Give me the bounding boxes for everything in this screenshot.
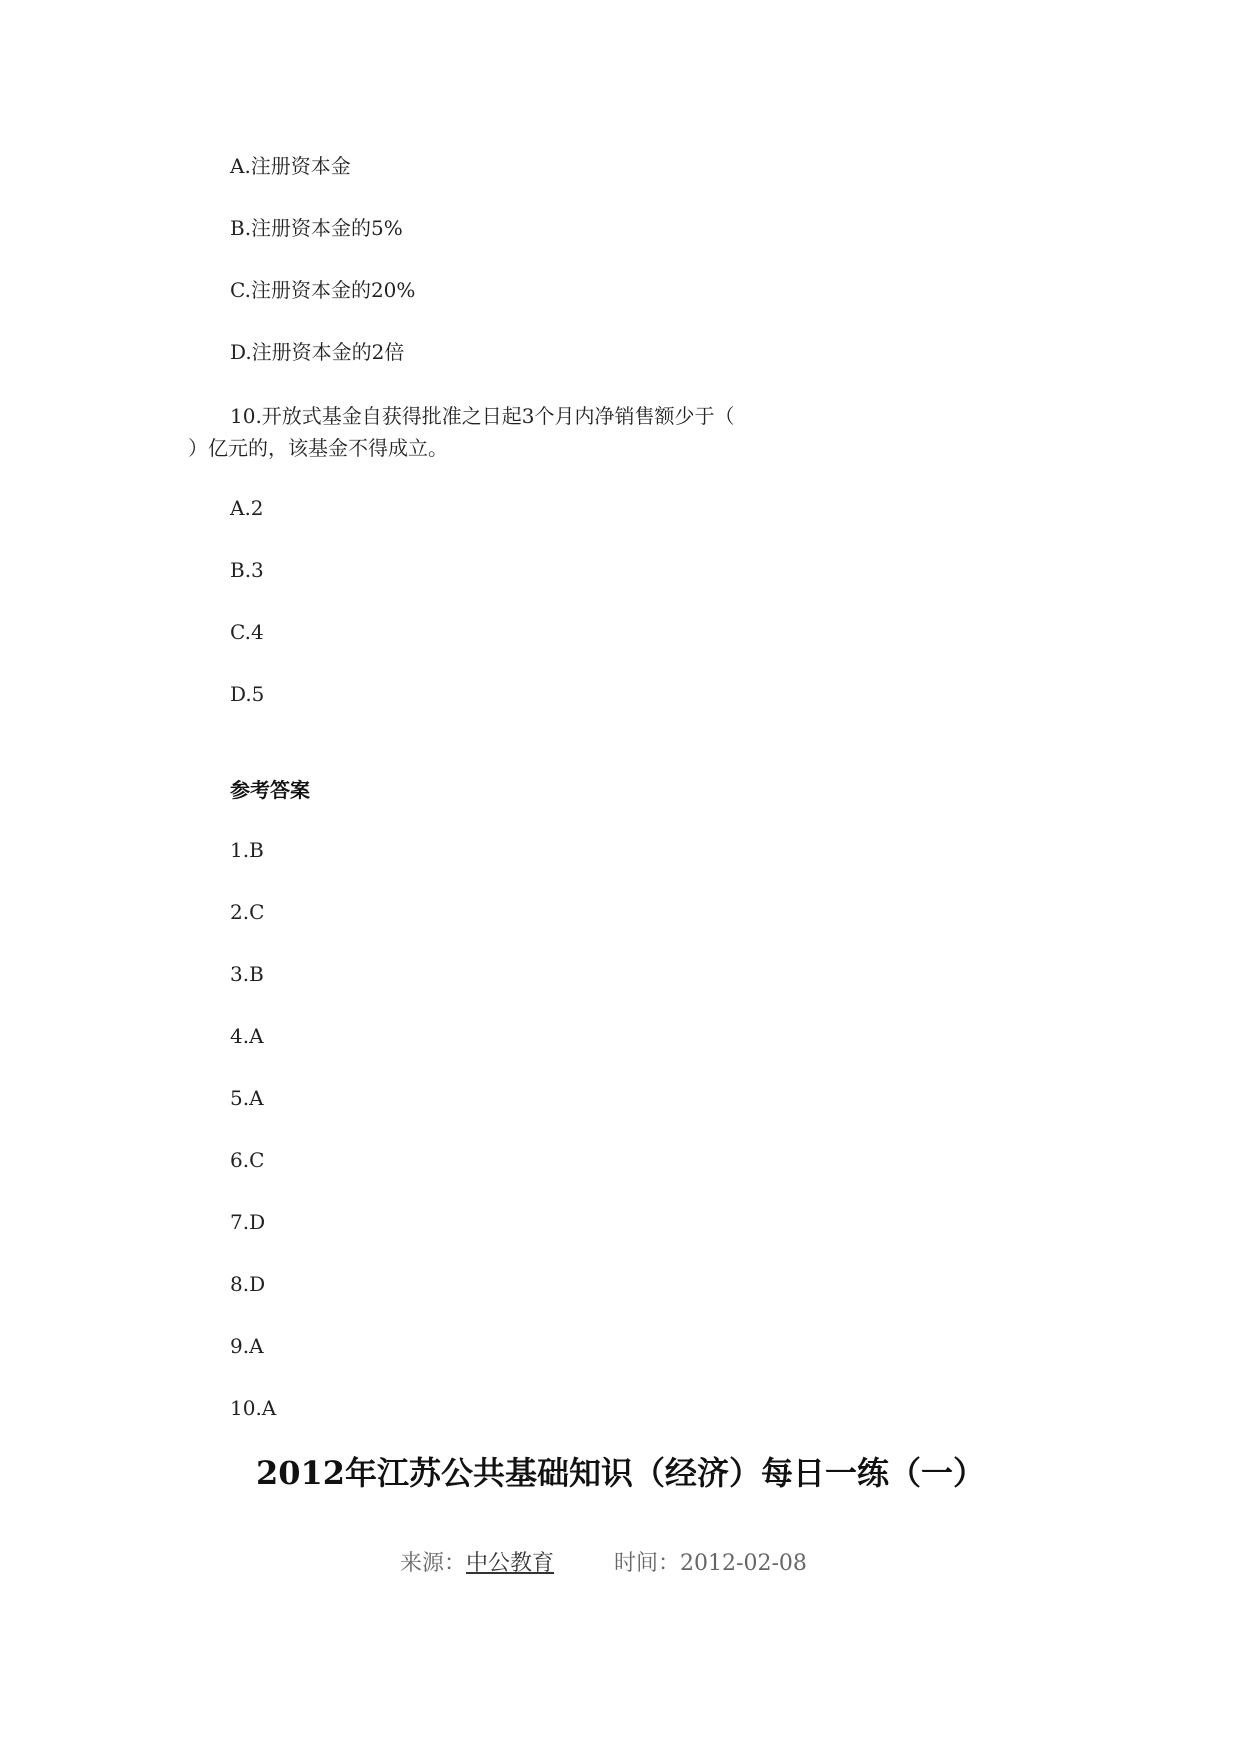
q10-option-d: D.5 bbox=[230, 682, 265, 706]
answer-item: 1.B bbox=[230, 838, 264, 862]
article-title: 2012年江苏公共基础知识（经济）每日一练（一） bbox=[255, 1454, 986, 1492]
answer-item: 6.C bbox=[230, 1148, 265, 1172]
time-label: 时间： bbox=[614, 1551, 681, 1576]
q9-option-b: B.注册资本金的5% bbox=[230, 216, 403, 240]
source-link[interactable]: 中公教育 bbox=[466, 1551, 555, 1576]
answer-item: 2.C bbox=[230, 900, 265, 924]
q10-stem-line1: 10.开放式基金自获得批准之日起3个月内净销售额少于（ bbox=[230, 404, 735, 428]
q9-option-a: A.注册资本金 bbox=[230, 154, 351, 178]
article-meta bbox=[400, 1546, 807, 1577]
answer-item: 8.D bbox=[230, 1272, 266, 1296]
answer-item: 7.D bbox=[230, 1210, 266, 1234]
answer-item: 5.A bbox=[230, 1086, 264, 1110]
answer-item: 10.A bbox=[230, 1396, 277, 1420]
q10-option-a: A.2 bbox=[230, 496, 264, 520]
q9-option-d: D.注册资本金的2倍 bbox=[230, 340, 405, 364]
answers-heading: 参考答案 bbox=[230, 778, 310, 802]
answer-item: 9.A bbox=[230, 1334, 264, 1358]
q9-option-c: C.注册资本金的20% bbox=[230, 278, 416, 302]
q10-stem-line2: ）亿元的，该基金不得成立。 bbox=[188, 436, 448, 460]
answer-item: 3.B bbox=[230, 962, 264, 986]
q10-option-b: B.3 bbox=[230, 558, 264, 582]
time-value: 2012-02-08 bbox=[680, 1551, 807, 1576]
answer-item: 4.A bbox=[230, 1024, 264, 1048]
source-label: 来源： bbox=[400, 1551, 467, 1576]
q10-option-c: C.4 bbox=[230, 620, 264, 644]
